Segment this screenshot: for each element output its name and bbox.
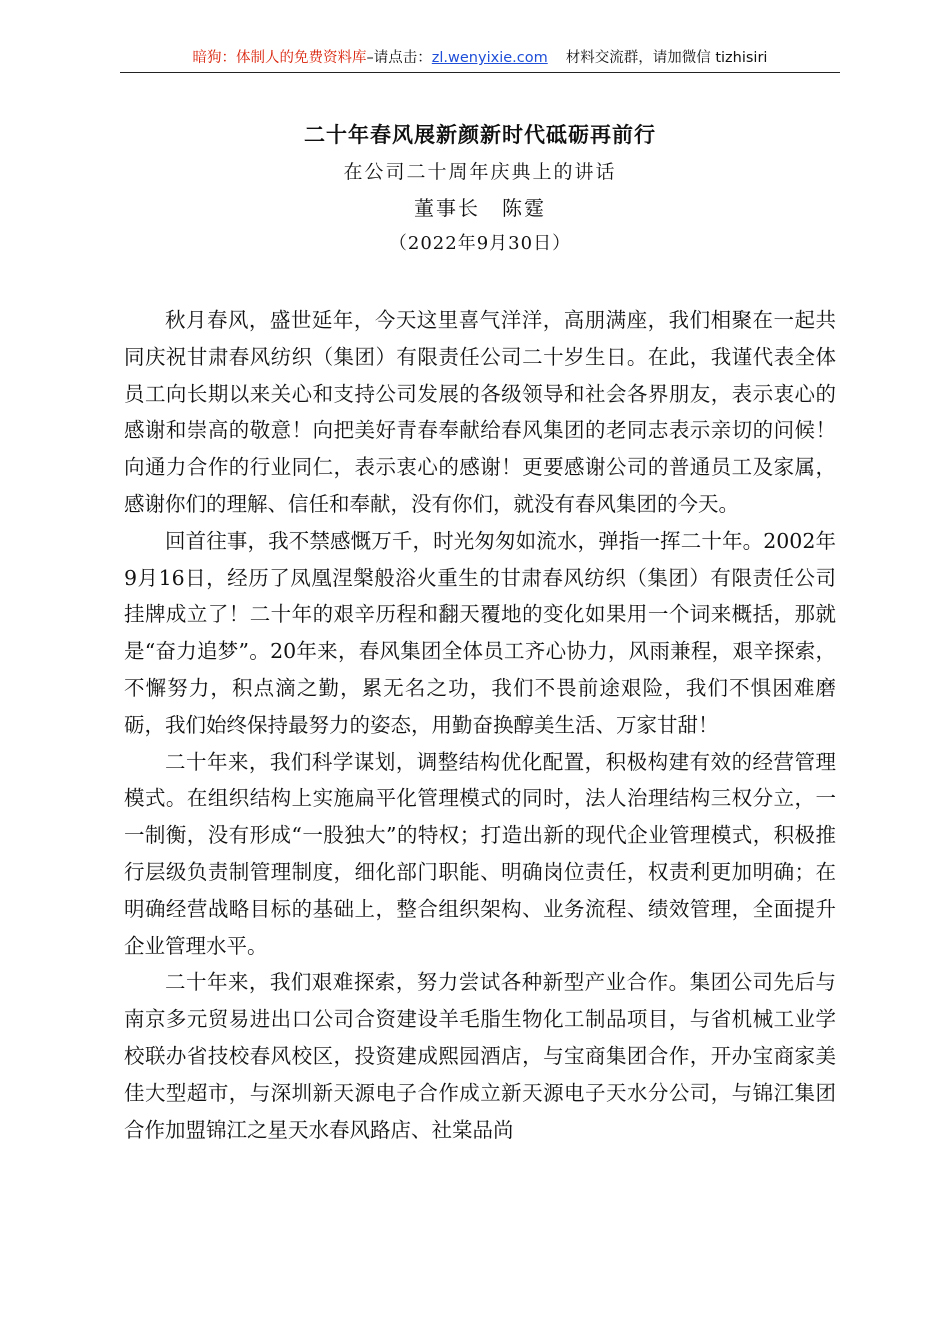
speech-date: （2022年9月30日） <box>388 233 572 254</box>
header-wechat-text: 材料交流群，请加微信 tizhisiri <box>565 50 768 66</box>
document-title: 二十年春风展新颜新时代砥砺再前行 <box>304 122 656 147</box>
paragraph: 二十年来，我们艰难探索，努力尝试各种新型产业合作。集团公司先后与南京多元贸易进出口公司合资建设羊毛脂生物化工制品项目，与省机械工业学校联办省技校春风校区，投资建成熙园酒店，与宝商集团合作，开办宝商家美佳大型超市，与深圳新天源电子合作成立新天源电子天水分公司，与锦江集团合作加盟锦江之星天水春风路店、社棠品尚 <box>124 970 836 1142</box>
paragraph: 回首往事，我不禁感慨万千，时光匆匆如流水，弹指一挥二十年。2002年9月16日，经历了凤凰涅槃般浴火重生的甘肃春风纺织（集团）有限责任公司挂牌成立了！二十年的艰辛历程和翻天覆地的变化如果用一个词来概括，那就是“奋力追梦”。20年来，春风集团全体员工齐心协力，风雨兼程，艰辛探索，不懈努力，积点滴之勤，累无名之功，我们不畏前途艰险，我们不惧困难磨砺，我们始终保持最努力的姿态，用勤奋换醇美生活、万家甘甜！ <box>124 528 836 737</box>
document-subtitle: 在公司二十周年庆典上的讲话 <box>343 161 617 183</box>
speech-body <box>124 302 836 1148</box>
speaker-name: 陈霆 <box>502 196 546 220</box>
page-header <box>120 44 840 73</box>
paragraph: 二十年来，我们科学谋划，调整结构优化配置，积极构建有效的经营管理模式。在组织结构上实施扁平化管理模式的同时，法人治理结构三权分立，一一制衡，没有形成“一股独大”的特权；打造出新的现代企业管理模式，积极推行层级负责制管理制度，细化部门职能、明确岗位责任，权责利更加明确；在明确经营战略目标的基础上，整合组织架构、业务流程、绩效管理，全面提升企业管理水平。 <box>124 749 836 958</box>
speaker-line <box>120 190 840 226</box>
header-ad-prompt: –请点击： <box>366 50 432 66</box>
header-ad-link[interactable]: zl.wenyixie.com <box>431 50 548 66</box>
title-block <box>120 116 840 262</box>
paragraph: 秋月春风，盛世延年，今天这里喜气洋洋，高朋满座，我们相聚在一起共同庆祝甘肃春风纺织（集团）有限责任公司二十岁生日。在此，我谨代表全体员工向长期以来关心和支持公司发展的各级领导和社会各界朋友，表示衷心的感谢和崇高的敬意！向把美好青春奉献给春风集团的老同志表示亲切的问候！向通力合作的行业同仁，表示衷心的感谢！更要感谢公司的普通员工及家属，感谢你们的理解、信任和奉献，没有你们，就没有春风集团的今天。 <box>124 308 836 516</box>
header-ad-text: 暗狗：体制人的免费资料库 <box>192 50 367 66</box>
speaker-role: 董事长 <box>414 196 480 220</box>
